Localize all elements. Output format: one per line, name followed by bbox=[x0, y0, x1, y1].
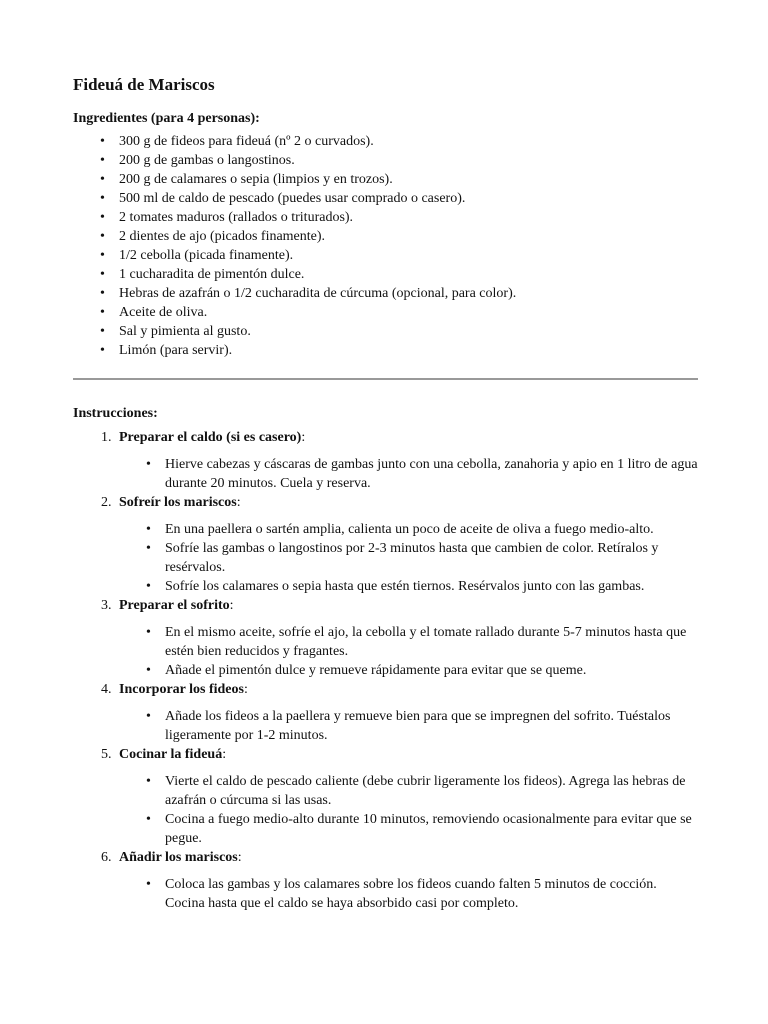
step-number: 1. bbox=[101, 430, 112, 445]
ingredient-item: • 2 dientes de ajo (picados finamente). bbox=[73, 227, 698, 246]
step-title-colon: : bbox=[237, 850, 242, 865]
step-detail-item: • Coloca las gambas y los calamares sobre los fideos cuando falten 5 minutos de cocción. Cocina hasta que el caldo se haya absorbido casi por completo. bbox=[119, 875, 698, 913]
step-title: Preparar el sofrito bbox=[119, 598, 230, 613]
ingredient-item: • 300 g de fideos para fideuá (nº 2 o curvados). bbox=[73, 132, 698, 151]
section-divider bbox=[73, 378, 698, 380]
instruction-step bbox=[73, 848, 698, 913]
instructions-heading: Instrucciones: bbox=[73, 406, 158, 421]
ingredient-item: • 1/2 cebolla (picada finamente). bbox=[73, 246, 698, 265]
ingredient-item: • Aceite de oliva. bbox=[73, 303, 698, 322]
step-number: 2. bbox=[101, 495, 112, 510]
step-details-list bbox=[119, 707, 698, 745]
instruction-step bbox=[73, 596, 698, 680]
step-details-list bbox=[119, 520, 698, 596]
step-details-list bbox=[119, 875, 698, 913]
ingredient-item: • 1 cucharadita de pimentón dulce. bbox=[73, 265, 698, 284]
step-detail-item: • Sofríe las gambas o langostinos por 2-3 minutos hasta que cambien de color. Retíralos y resérvalos. bbox=[119, 539, 698, 577]
step-title-colon: : bbox=[222, 747, 227, 762]
recipe-title: Fideuá de Mariscos bbox=[73, 75, 215, 94]
ingredient-item: • Limón (para servir). bbox=[73, 341, 698, 360]
instruction-step bbox=[73, 428, 698, 493]
step-title-colon: : bbox=[229, 598, 234, 613]
step-details-list bbox=[119, 772, 698, 848]
step-details-list bbox=[119, 623, 698, 680]
step-title-colon: : bbox=[243, 682, 248, 697]
step-title-colon: : bbox=[236, 495, 241, 510]
step-title: Añadir los mariscos bbox=[119, 850, 238, 865]
instruction-step bbox=[73, 493, 698, 596]
step-title: Preparar el caldo (si es casero) bbox=[119, 430, 302, 445]
recipe-document bbox=[73, 74, 698, 913]
step-details-list bbox=[119, 455, 698, 493]
step-detail-item: • Hierve cabezas y cáscaras de gambas junto con una cebolla, zanahoria y apio en 1 litro de agua durante 20 minutos. Cuela y reserva. bbox=[119, 455, 698, 493]
instruction-step bbox=[73, 680, 698, 745]
ingredient-item: • Sal y pimienta al gusto. bbox=[73, 322, 698, 341]
step-title: Sofreír los mariscos bbox=[119, 495, 237, 510]
step-title: Incorporar los fideos bbox=[119, 682, 244, 697]
step-number: 4. bbox=[101, 682, 112, 697]
instructions-list bbox=[73, 428, 698, 913]
instruction-step bbox=[73, 745, 698, 848]
step-detail-item: • Cocina a fuego medio-alto durante 10 minutos, removiendo ocasionalmente para evitar que se pegue. bbox=[119, 810, 698, 848]
ingredient-item: • 500 ml de caldo de pescado (puedes usar comprado o casero). bbox=[73, 189, 698, 208]
ingredient-item: • 2 tomates maduros (rallados o triturados). bbox=[73, 208, 698, 227]
ingredient-item: • 200 g de gambas o langostinos. bbox=[73, 151, 698, 170]
ingredients-heading: Ingredientes (para 4 personas): bbox=[73, 111, 260, 126]
step-detail-item: • Sofríe los calamares o sepia hasta que estén tiernos. Resérvalos junto con las gambas. bbox=[119, 577, 698, 596]
ingredients-list bbox=[73, 132, 698, 360]
step-number: 3. bbox=[101, 598, 112, 613]
ingredient-item: • Hebras de azafrán o 1/2 cucharadita de cúrcuma (opcional, para color). bbox=[73, 284, 698, 303]
step-detail-item: • Vierte el caldo de pescado caliente (debe cubrir ligeramente los fideos). Agrega las hebras de azafrán o cúrcuma si las usas. bbox=[119, 772, 698, 810]
step-detail-item: • En el mismo aceite, sofríe el ajo, la cebolla y el tomate rallado durante 5-7 minutos hasta que estén bien reducidos y fragantes. bbox=[119, 623, 698, 661]
step-title: Cocinar la fideuá bbox=[119, 747, 223, 762]
step-number: 6. bbox=[101, 850, 112, 865]
step-detail-item: • Añade los fideos a la paellera y remueve bien para que se impregnen del sofrito. Tuéstalos ligeramente por 1-2 minutos. bbox=[119, 707, 698, 745]
step-title-colon: : bbox=[301, 430, 306, 445]
step-number: 5. bbox=[101, 747, 112, 762]
ingredient-item: • 200 g de calamares o sepia (limpios y en trozos). bbox=[73, 170, 698, 189]
step-detail-item: • En una paellera o sartén amplia, calienta un poco de aceite de oliva a fuego medio-alto. bbox=[119, 520, 698, 539]
step-detail-item: • Añade el pimentón dulce y remueve rápidamente para evitar que se queme. bbox=[119, 661, 698, 680]
